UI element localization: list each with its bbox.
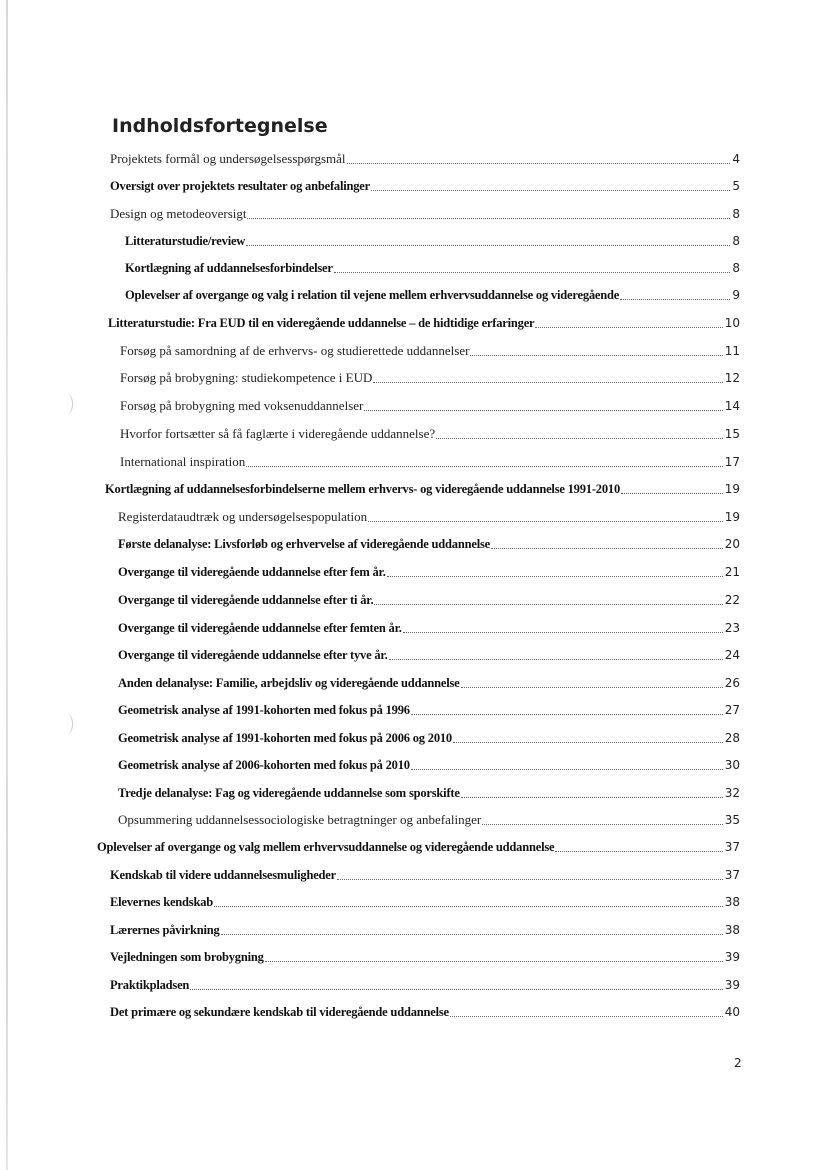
toc-entry-title: Oplevelser af overgange og valg mellem erhvervsuddannelse og videregående uddannelse xyxy=(97,840,555,854)
toc-entry[interactable] xyxy=(118,702,740,718)
toc-entry-page: 8 xyxy=(732,207,740,221)
toc-entry-page: 23 xyxy=(724,621,740,635)
toc-entry-title: Forsøg på samordning af de erhvervs- og studierettede uddannelser xyxy=(120,343,470,358)
dot-leader xyxy=(371,190,730,191)
toc-entry[interactable] xyxy=(118,785,740,801)
dot-leader xyxy=(347,163,731,164)
toc-entry[interactable] xyxy=(97,839,740,855)
toc-entry[interactable] xyxy=(118,730,740,746)
toc-entry[interactable] xyxy=(125,233,740,249)
dot-leader xyxy=(482,824,723,825)
dot-leader xyxy=(387,576,723,577)
toc-entry-title: International inspiration xyxy=(120,454,246,469)
toc-entry-page: 38 xyxy=(724,923,740,937)
toc-entry[interactable] xyxy=(118,647,740,663)
toc-entry-title: Oversigt over projektets resultater og anbefalinger xyxy=(110,179,371,193)
toc-entry[interactable] xyxy=(118,812,740,828)
toc-entry[interactable] xyxy=(110,922,740,938)
dot-leader xyxy=(453,742,723,743)
toc-entry-page: 27 xyxy=(724,703,740,717)
punch-hole-mark xyxy=(60,713,73,735)
toc-entry[interactable] xyxy=(110,977,740,993)
dot-leader xyxy=(403,632,723,633)
toc-entry-title: Praktikpladsen xyxy=(110,978,190,992)
dot-leader xyxy=(190,989,723,990)
toc-entry-title: Litteraturstudie: Fra EUD til en videregående uddannelse – de hidtidige erfaringer xyxy=(108,316,535,330)
dot-leader xyxy=(461,687,723,688)
toc-entry-title: Overgange til videregående uddannelse efter fem år. xyxy=(118,565,386,579)
toc-entry[interactable] xyxy=(120,398,740,414)
toc-entry-page: 8 xyxy=(732,234,740,248)
toc-entry[interactable] xyxy=(110,178,740,194)
toc-entry[interactable] xyxy=(118,757,740,773)
dot-leader xyxy=(265,961,723,962)
page-number: 2 xyxy=(734,1056,742,1070)
toc-entry[interactable] xyxy=(118,620,740,636)
toc-entry-page: 11 xyxy=(724,344,740,358)
toc-entry-page: 37 xyxy=(724,868,740,882)
toc-entry-title: Overgange til videregående uddannelse efter tyve år. xyxy=(118,648,388,662)
toc-entry[interactable] xyxy=(118,592,740,608)
toc-entry-page: 37 xyxy=(724,840,740,854)
toc-entry-page: 26 xyxy=(724,676,740,690)
toc-entry-title: Geometrisk analyse af 1991-kohorten med fokus på 2006 og 2010 xyxy=(118,731,452,745)
toc-entry-title: Forsøg på brobygning med voksenuddannelser xyxy=(120,398,364,413)
dot-leader xyxy=(373,382,722,383)
toc-entry-page: 38 xyxy=(724,895,740,909)
toc-entry-page: 32 xyxy=(724,786,740,800)
toc-entry[interactable] xyxy=(110,151,740,167)
toc-entry-title: Geometrisk analyse af 2006-kohorten med fokus på 2010 xyxy=(118,758,410,772)
dot-leader xyxy=(555,851,722,852)
dot-leader xyxy=(470,355,722,356)
toc-entry-page: 10 xyxy=(724,316,740,330)
punch-hole-mark xyxy=(60,393,73,415)
toc-entry-page: 19 xyxy=(724,482,740,496)
toc-entry-title: Litteraturstudie/review xyxy=(125,234,246,248)
dot-leader xyxy=(389,659,723,660)
dot-leader xyxy=(620,299,730,300)
dot-leader xyxy=(491,548,723,549)
dot-leader xyxy=(221,934,723,935)
toc-entry[interactable] xyxy=(118,675,740,691)
dot-leader xyxy=(621,493,723,494)
toc-entry-title: Lærernes påvirkning xyxy=(110,923,220,937)
toc-entry-title: Design og metodeoversigt xyxy=(110,206,247,221)
toc-entry[interactable] xyxy=(110,949,740,965)
toc-entry-title: Geometrisk analyse af 1991-kohorten med fokus på 1996 xyxy=(118,703,410,717)
toc-entry[interactable] xyxy=(108,315,740,331)
toc-entry-page: 35 xyxy=(724,813,740,827)
toc-entry-page: 22 xyxy=(724,593,740,607)
toc-entry[interactable] xyxy=(110,894,740,910)
toc-entry-page: 30 xyxy=(724,758,740,772)
toc-entry[interactable] xyxy=(120,370,740,386)
toc-entry[interactable] xyxy=(118,509,740,525)
dot-leader xyxy=(246,466,722,467)
toc-entry-page: 21 xyxy=(724,565,740,579)
toc-entry-title: Projektets formål og undersøgelsesspørgsmål xyxy=(110,151,346,166)
toc-entry-page: 14 xyxy=(724,399,740,413)
toc-entry-title: Kendskab til videre uddannelsesmuligheder xyxy=(110,868,336,882)
toc-entry[interactable] xyxy=(110,1004,740,1020)
toc-entry-page: 9 xyxy=(732,288,740,302)
toc-entry-page: 5 xyxy=(732,179,740,193)
toc-entry-title: Første delanalyse: Livsforløb og erhvervelse af videregående uddannelse xyxy=(118,537,490,551)
toc-entry[interactable] xyxy=(110,206,740,222)
toc-entry-title: Overgange til videregående uddannelse efter femten år. xyxy=(118,621,402,635)
toc-entry-page: 12 xyxy=(724,371,740,385)
toc-heading: Indholdsfortegnelse xyxy=(112,115,328,137)
toc-entry[interactable] xyxy=(120,343,740,359)
toc-entry-title: Vejledningen som brobygning xyxy=(110,950,264,964)
toc-entry[interactable] xyxy=(120,426,740,442)
dot-leader xyxy=(535,327,722,328)
toc-entry-title: Forsøg på brobygning: studiekompetence i EUD xyxy=(120,370,373,385)
toc-entry-page: 17 xyxy=(724,455,740,469)
toc-entry[interactable] xyxy=(118,536,740,552)
toc-entry-page: 4 xyxy=(732,152,740,166)
dot-leader xyxy=(436,438,723,439)
dot-leader xyxy=(450,1016,723,1017)
scan-edge xyxy=(6,0,8,1170)
toc-entry[interactable] xyxy=(125,287,740,303)
toc-entry-page: 39 xyxy=(724,950,740,964)
toc-entry-title: Kortlægning af uddannelsesforbindelserne mellem erhvervs- og videregående uddannelse 1991-2010 xyxy=(105,482,620,496)
toc-entry-page: 8 xyxy=(732,261,740,275)
toc-entry-page: 24 xyxy=(724,648,740,662)
toc-entry[interactable] xyxy=(120,454,740,470)
toc-entry[interactable] xyxy=(125,260,740,276)
dot-leader xyxy=(411,769,723,770)
toc-entry-page: 40 xyxy=(724,1005,740,1019)
toc-entry-page: 39 xyxy=(724,978,740,992)
toc-entry-page: 19 xyxy=(724,510,740,524)
toc-entry-title: Tredje delanalyse: Fag og videregående uddannelse som sporskifte xyxy=(118,786,460,800)
toc-entry[interactable] xyxy=(118,564,740,580)
dot-leader xyxy=(461,797,723,798)
toc-entry-title: Opsummering uddannelsessociologiske betragtninger og anbefalinger xyxy=(118,812,482,827)
toc-entry-page: 28 xyxy=(724,731,740,745)
toc-entry-title: Registerdataudtræk og undersøgelsespopulation xyxy=(118,509,368,524)
dot-leader xyxy=(246,245,730,246)
dot-leader xyxy=(334,272,731,273)
dot-leader xyxy=(374,604,722,605)
toc-entry-title: Overgange til videregående uddannelse efter ti år. xyxy=(118,593,374,607)
dot-leader xyxy=(364,410,722,411)
dot-leader xyxy=(214,906,723,907)
toc-entry-title: Elevernes kendskab xyxy=(110,895,214,909)
dot-leader xyxy=(247,218,730,219)
toc-entry-title: Det primære og sekundære kendskab til videregående uddannelse xyxy=(110,1005,449,1019)
toc-entry-title: Oplevelser af overgange og valg i relation til vejene mellem erhvervsuddannelse og videregående xyxy=(125,288,620,302)
toc-entry-title: Hvorfor fortsætter så få faglærte i videregående uddannelse? xyxy=(120,426,436,441)
toc-entry[interactable] xyxy=(105,481,740,497)
toc-entry-title: Kortlægning af uddannelsesforbindelser xyxy=(125,261,333,275)
toc-entry-page: 15 xyxy=(724,427,740,441)
dot-leader xyxy=(368,521,723,522)
toc-entry[interactable] xyxy=(110,867,740,883)
toc-entry-page: 20 xyxy=(724,537,740,551)
dot-leader xyxy=(411,714,723,715)
toc-entry-title: Anden delanalyse: Familie, arbejdsliv og videregående uddannelse xyxy=(118,676,460,690)
dot-leader xyxy=(337,879,723,880)
